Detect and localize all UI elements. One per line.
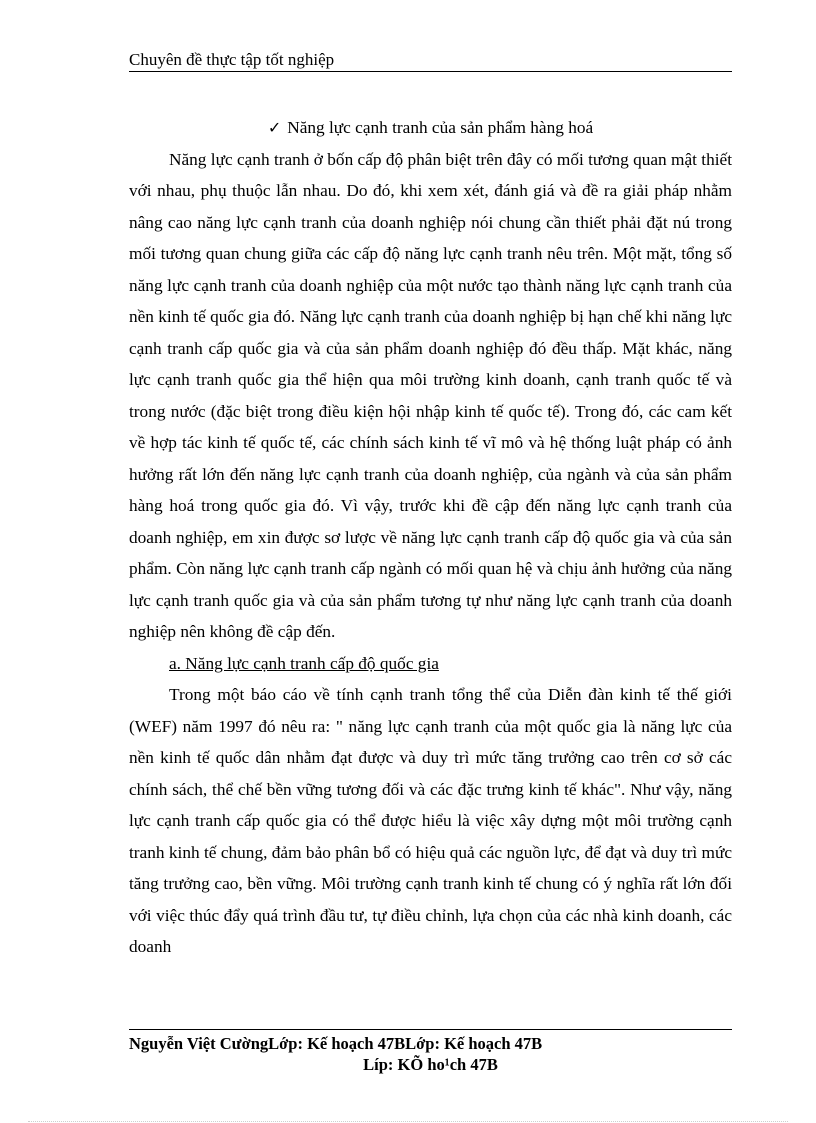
page-bottom-edge [28, 1121, 788, 1122]
footer-class-garbled: Líp: KÕ ho¹ch 47B [363, 1055, 498, 1074]
paragraph-2: Trong một báo cáo về tính cạnh tranh tổng thể của Diễn đàn kinh tế thế giới (WEF) năm 1997 đó nêu ra: " năng lực cạnh tranh của một quốc gia là năng lực của nền kinh tế quốc dân nhằm đạt được và duy trì mức tăng trưởng cao trên cơ sở các chính sách, thể chế bền vững tương đối và các đặc trưng kinh tế khác". Như vậy, năng lực cạnh tranh cấp quốc gia có thể được hiểu là việc xây dựng một môi trường cạnh tranh kinh tế chung, đảm bảo phân bổ có hiệu quả các nguồn lực, để đạt và duy trì mức tăng trưởng cao, bền vững. Môi trường cạnh tranh kinh tế chung có ý nghĩa rất lớn đối với việc thúc đẩy quá trình đầu tư, tự điều chỉnh, lựa chọn của các nhà kinh doanh, các doanh [129, 685, 732, 956]
section-heading-text: Năng lực cạnh tranh của sản phẩm hàng hoá [287, 118, 594, 137]
page-header: Chuyên đề thực tập tốt nghiệp [129, 50, 335, 69]
footer-author-class: Nguyễn Việt CườngLớp: Kế hoạch 47BLớp: Kế hoạch 47B [129, 1034, 543, 1053]
document-body [129, 112, 732, 963]
section-heading [129, 112, 732, 144]
header-divider [129, 71, 732, 72]
check-icon: ✓ [267, 118, 282, 137]
paragraph-1: Năng lực cạnh tranh ở bốn cấp độ phân biệt trên đây có mối tương quan mật thiết với nhau, phụ thuộc lẫn nhau. Do đó, khi xem xét, đánh giá và đề ra giải pháp nhằm nâng cao năng lực cạnh tranh của doanh nghiệp nói chung cần thiết phải đặt nú trong mối tương quan chung giữa các cấp độ năng lực cạnh tranh nêu trên. Một mặt, tổng số năng lực cạnh tranh của doanh nghiệp của một nước tạo thành năng lực cạnh tranh của nền kinh tế quốc gia đó. Năng lực cạnh tranh của doanh nghiệp bị hạn chế khi năng lực cạnh tranh cấp quốc gia và của sản phẩm doanh nghiệp đó đều thấp. Mặt khác, năng lực cạnh tranh quốc gia thể hiện qua môi trường kinh doanh, cạnh tranh quốc tế và trong nước (đặc biệt trong điều kiện hội nhập kinh tế quốc tế). Trong đó, các cam kết về hợp tác kinh tế quốc tế, các chính sách kinh tế vĩ mô và hệ thống luật pháp có ảnh hưởng rất lớn đến năng lực cạnh tranh của doanh nghiệp, của ngành và của sản phẩm hàng hoá trong quốc gia đó. Vì vậy, trước khi đề cập đến năng lực cạnh tranh của doanh nghiệp, em xin được sơ lược về năng lực cạnh tranh cấp độ quốc gia và của sản phẩm. Còn năng lực cạnh tranh cấp ngành có mối quan hệ và chịu ảnh hưởng của năng lực cạnh tranh quốc gia và của sản phẩm tương tự như năng lực cạnh tranh của doanh nghiệp nên không đề cập đến. [129, 149, 732, 641]
footer-divider [129, 1029, 732, 1030]
subheading-national-competitiveness: a. Năng lực cạnh tranh cấp độ quốc gia [169, 653, 439, 673]
